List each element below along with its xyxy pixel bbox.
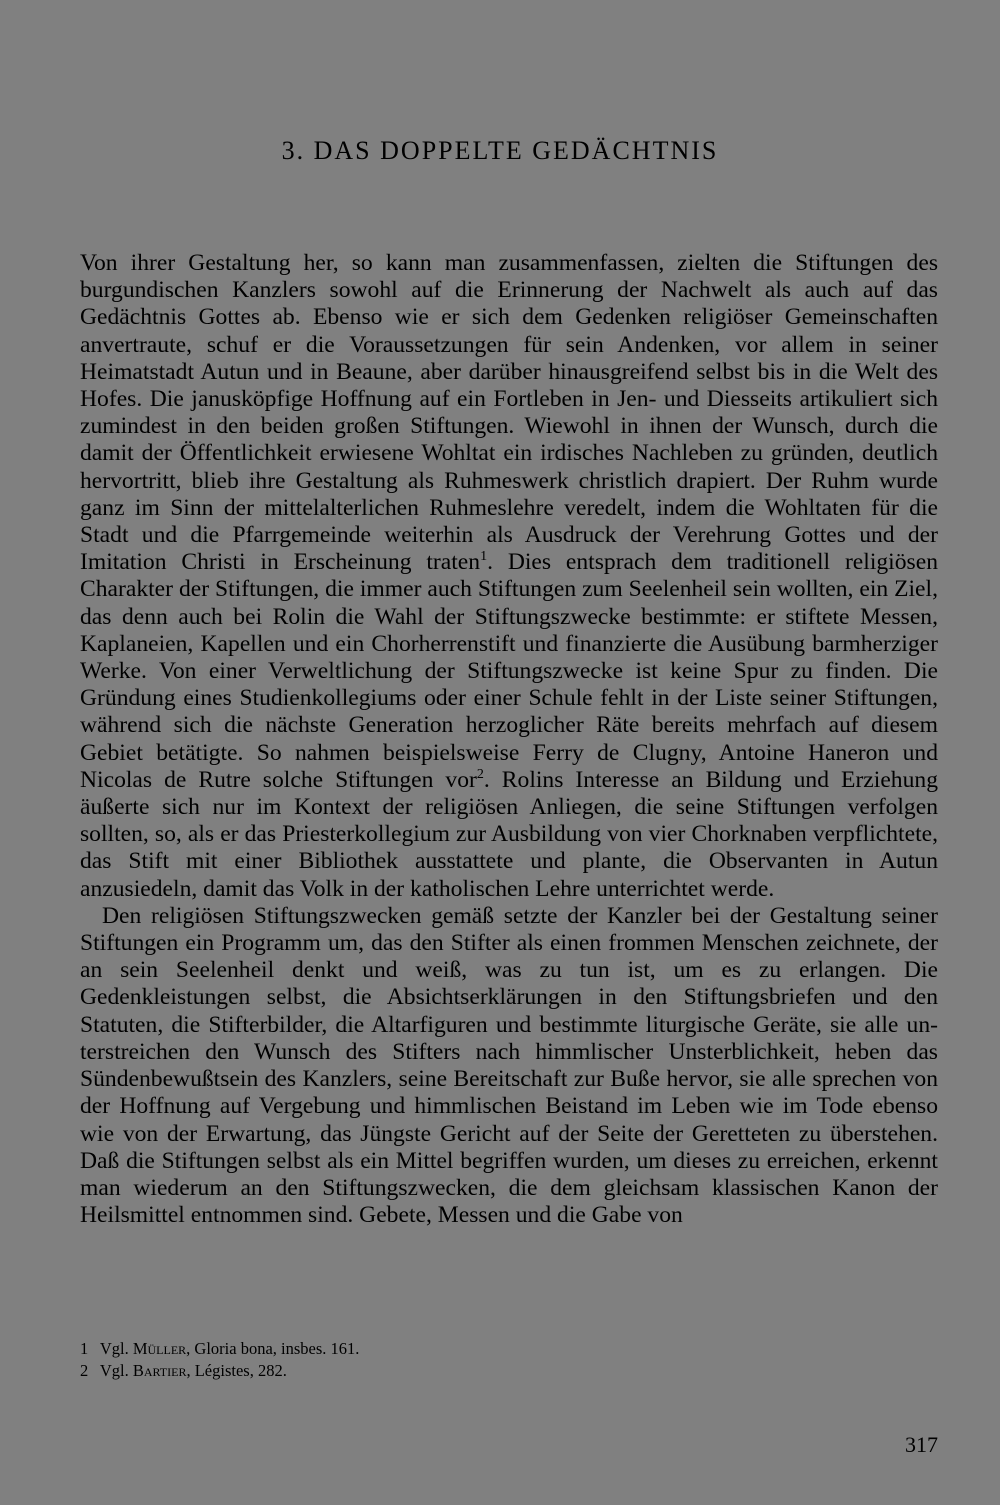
footnote-author: Bartier — [132, 1361, 187, 1380]
footnote-ref-1: 1 — [480, 549, 488, 565]
footnote-citation: , Gloria bona, insbes. 161. — [186, 1339, 360, 1358]
body-text — [80, 250, 938, 1229]
footnote-prefix: Vgl. — [99, 1361, 129, 1380]
footnote-number: 2 — [80, 1361, 89, 1380]
paragraph-2-text: Den religiösen Stiftungszwecken gemäß setzte der Kanzler bei der Gestaltung seiner Stiftungen ein Programm um, das den Stifter als einen frommen Menschen zeichnete, der an sein Seelenheil denkt und weiß, was zu tun ist, um es zu erlangen. Die Gedenkleistungen selbst, die Absichtserklärungen in den Stiftungsbriefen und den Statuten, die Stifterbilder, die Altarfiguren und bestimmte liturgische Geräte, sie alle unterstreichen den Wunsch des Stifters nach himmlischer Unsterblichkeit, heben das Sündenbewußtsein des Kanzlers, seine Bereitschaft zur Buße hervor, sie alle sprechen von der Hoffnung auf Vergebung und himmlischen Beistand im Leben wie im Tode ebenso wie von der Erwartung, das Jüngste Gericht auf der Seite der Geretteten zu überstehen. Daß die Stiftungen selbst als ein Mittel begriffen wurden, um dieses zu erreichen, erkennt man wiederum an den Stiftungszwecken, die dem gleichsam klassischen Kanon der Heilsmittel entnommen sind. Gebete, Messen und die Gabe von — [80, 902, 938, 1229]
footnote-number: 1 — [80, 1339, 89, 1358]
paragraph-1-text-b: . Dies entsprach dem traditionell religiösen Charakter der Stiftungen, die immer auch Stiftungen zum Seelenheil sein wollten, ein Ziel, das denn auch bei Rolin die Wahl der Stiftungszwecke bestimmte: er stiftete Messen, Kaplaneien, Kapellen und ein Chorherrenstift und finanzierte die Ausübung barmherziger Werke. Von einer Verweltlichung der Stiftungszwecke ist keine Spur zu finden. Die Gründung eines Studienkollegiums oder einer Schule fehlt in der Liste seiner Stiftungen, während sich die nächste Generation herzoglicher Räte bereits mehrfach auf diesem Gebiet betätigte. So nahmen beispielsweise Ferry de Clugny, Antoine Haneron und Nicolas de Rutre solche Stiftungen vor — [80, 549, 938, 793]
paragraph-2 — [80, 903, 938, 1229]
footnote-ref-2: 2 — [476, 767, 484, 782]
paragraph-1-text-a: Von ihrer Gestaltung her, so kann man zusammenfassen, zielten die Stiftungen des burgundischen Kanzlers sowohl auf die Erinnerung der Nachwelt als auch auf das Gedächtnis Gottes ab. Ebenso wie er sich dem Gedenken religiöser Gemeinschaften anvertraute, schuf er die Voraussetzungen für sein Andenken, vor allem in seiner Heimatstadt Autun und in Beaune, aber darüber hinausgreifend selbst bis in die Welt des Hofes. Die janusköpfige Hoffnung auf ein Fortleben in Jen- und Diesseits artikuliert sich zumindest in den beiden großen Stiftungen. Wiewohl in ihnen der Wunsch, durch die damit der Öffentlichkeit erwiesene Wohltat ein irdisches Nachleben zu gründen, deutlich hervortritt, blieb ihre Gestaltung als Ruhmeswerk christlich drapiert. Der Ruhm wurde ganz im Sinn der mittelalterlichen Ruhmeslehre veredelt, indem die Wohltaten für die Stadt und die Pfarrgemeinde weiterhin als Ausdruck der Verehrung Gottes und der Imitation Christi in Erscheinung traten — [80, 250, 938, 576]
footnote-author: Müller — [132, 1339, 187, 1358]
paragraph-1 — [80, 250, 938, 903]
paragraph-1-text-c: . Rolins Interesse an Bildung und Erziehung äußerte sich nur im Kontext der religiösen Anliegen, die seine Stiftungen verfolgen sollten, so, als er das Priesterkollegium zur Ausbildung von vier Chorknaben verpflichtete, das Stift mit einer Bibliothek ausstattete und plante, die Observanten in Autun anzusiedeln, damit das Volk in der katholischen Lehre unterrichtet werde. — [80, 766, 938, 902]
chapter-title: 3. DAS DOPPELTE GEDÄCHTNIS — [281, 136, 719, 165]
page-number: 317 — [905, 1432, 938, 1457]
footnote-citation: , Légistes, 282. — [186, 1361, 287, 1380]
footnote-2 — [80, 1360, 938, 1382]
footnotes — [80, 1338, 938, 1382]
footnote-prefix: Vgl. — [99, 1339, 129, 1358]
footnote-1 — [80, 1338, 938, 1360]
